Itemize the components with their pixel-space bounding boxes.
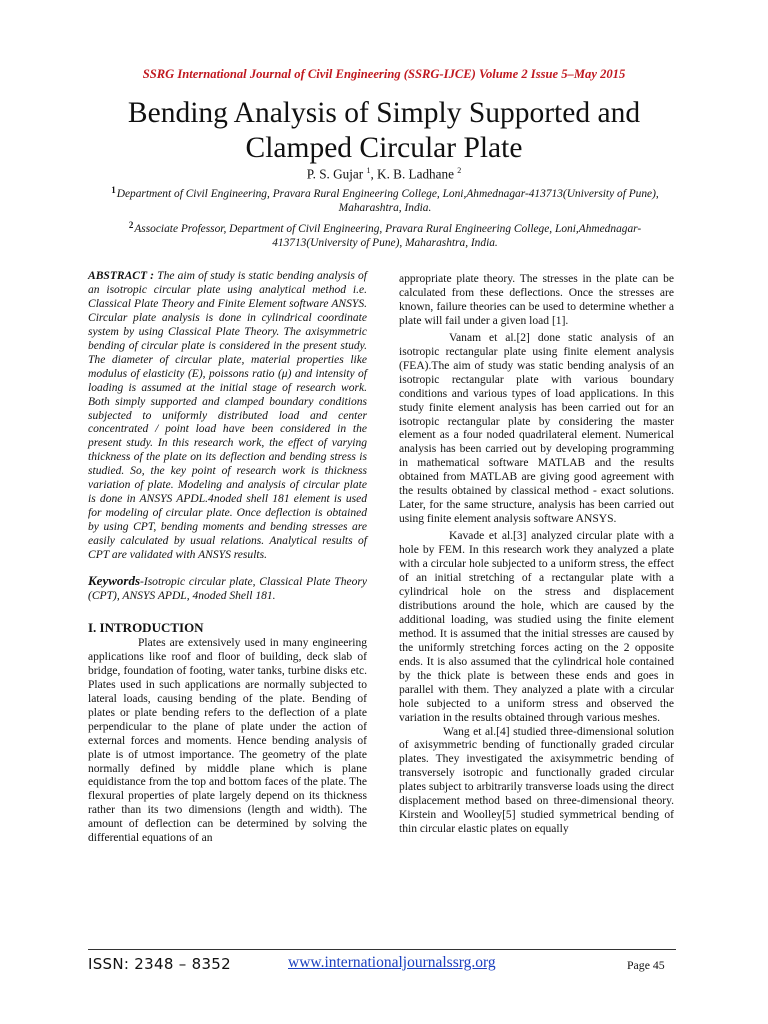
paragraph: Kavade et al.[3] analyzed circular plate with a hole by FEM. In this research work they analyzed a plate with a circular hole subjected to a uniform stress, the effect of an initial stretching of a rectangular plate with a cylindrical hole on the stress and displacement distributions around the hole, which are caused by the additional loading, was studied using the finite element method. It is assumed that the initial stresses are caused by the uniformly stretching forces acting on the 2 opposite ends. It is also assumed that the cylindrical hole contained by the thick plate is between these ends and goes in parallel with them. They analyzed a plate with a circular hole subjected to a uniform stress and observed the variation in the results obtained through various meshes. <box>399 530 674 724</box>
keywords-label: Keywords <box>88 573 140 589</box>
author-separator: , <box>370 166 378 182</box>
paragraph: appropriate plate theory. The stresses in the plate can be calculated from these deflections. Once the stresses are known, failure theories can be used to determine whether a plate will fail under a given load [1]. <box>399 273 674 327</box>
section-heading: I. INTRODUCTION <box>88 619 204 635</box>
right-column <box>399 273 674 837</box>
footer-issn: ISSN: 2348 – 8352 <box>88 955 231 973</box>
paper-title <box>60 96 708 166</box>
abstract-label: ABSTRACT : <box>88 270 155 282</box>
affiliation-mark: 2 <box>128 220 134 230</box>
abstract-text: The aim of study is static bending analysis of an isotropic circular plate using analytical method i.e. Classical Plate Theory and Finite Element software ANSYS. Circular plate analysis is done in cylindrical coordinate system by using Classical Plate Theory. The axisymmetric bending of circular plate is considered in the present study. The diameter of circular plate, material properties like modulus of elasticity (E), poissons ratio (μ) and intensity of loading is assumed at the initial stage of research work. Both simply supported and clamped boundary conditions subjected to uniformly distributed load and center concentrated / point load have been considered in the present study. In this research work, the effect of varying thickness of the plate on its deflection and bending stress is studied. So, the key point of research work is thickness variation of plate. Modeling and analysis of circular plate is done in ANSYS APDL.4noded shell 181 element is used for modeling of circular plate. Once deflection is obtained by using CPT, bending moments and bending stresses are easily calculated by usual relations. Analytical results of CPT are validated with ANSYS results. <box>88 270 367 562</box>
keywords <box>88 574 367 604</box>
keywords-text: -Isotropic circular plate, Classical Plate Theory (CPT), ANSYS APDL, 4noded Shell 181. <box>88 576 367 602</box>
author-name: K. B. Ladhane <box>377 166 454 182</box>
author-affiliation-mark: 2 <box>457 166 462 175</box>
abstract <box>88 270 367 563</box>
title-line-2: Clamped Circular Plate <box>245 132 523 164</box>
author-list <box>0 166 768 182</box>
affiliation-2 <box>88 218 682 251</box>
paragraph: Wang et al.[4] studied three-dimensional solution of axisymmetric bending of functionally graded circular plates. They investigated the axisymmetric bending of transversely isotropic and functionally graded circular plates subject to arbitrarily transverse loads using the direct displacement method based on three-dimensional theory. Kirstein and Woolley[5] studied symmetrical bending of thin circular elastic plates on equally <box>399 725 674 836</box>
affiliation-text: Department of Civil Engineering, Pravara Rural Engineering College, Loni,Ahmednagar-413713(University of Pune), Maharashtra, India. <box>116 188 659 215</box>
left-column <box>88 270 367 846</box>
affiliation-1 <box>88 183 682 216</box>
paragraph: Vanam et al.[2] done static analysis of an isotropic rectangular plate using finite element analysis (FEA).The aim of study was static bending analysis of an isotropic rectangular plate with various boundary conditions and various types of load applications. In this study finite element analysis has been carried out for an isotropic rectangular plate by considering the master element as a four noded quadrilateral element. Numerical analysis has been carried out by developing programming in mathematical software MATLAB and the results obtained from MATLAB are giving good agreement with the results obtained by classical method - exact solutions. Later, for the same structure, analysis has been carried out using finite element analysis software ANSYS. <box>399 331 674 526</box>
footer-divider <box>88 949 676 950</box>
author-name: P. S. Gujar <box>306 166 364 182</box>
page-number: Page 45 <box>627 958 665 972</box>
author-affiliation-mark: 1 <box>366 166 371 175</box>
journal-header: SSRG International Journal of Civil Engineering (SSRG-IJCE) Volume 2 Issue 5–May 2015 <box>142 67 626 81</box>
affiliation-text: Associate Professor, Department of Civil Engineering, Pravara Rural Engineering College, Loni,Ahmednagar-413713(University of Pune), Maharashtra, India. <box>134 223 642 250</box>
affiliation-mark: 1 <box>111 185 116 195</box>
paragraph: Plates are extensively used in many engineering applications like roof and floor of building, deck slab of bridge, foundation of footing, water tanks, turbine disks etc. Plates used in such applications are normally subjected to lateral loads, causing bending of the plate. Bending of plates or plate bending refers to the deflection of a plate perpendicular to the plane of plate under the action of external forces and moments. Hence bending analysis of plate is of utmost importance. The geometry of the plate normally defined by middle plane which is plane equidistance from the top and bottom faces of the plate. The flexural properties of plate largely depend on its thickness rather than its two dimensions (length and width). The amount of deflection can be determined by solving the differential equations of an <box>88 636 367 845</box>
title-line-1: Bending Analysis of Simply Supported and <box>127 97 641 129</box>
footer-url-link[interactable]: www.internationaljournalssrg.org <box>288 954 496 971</box>
